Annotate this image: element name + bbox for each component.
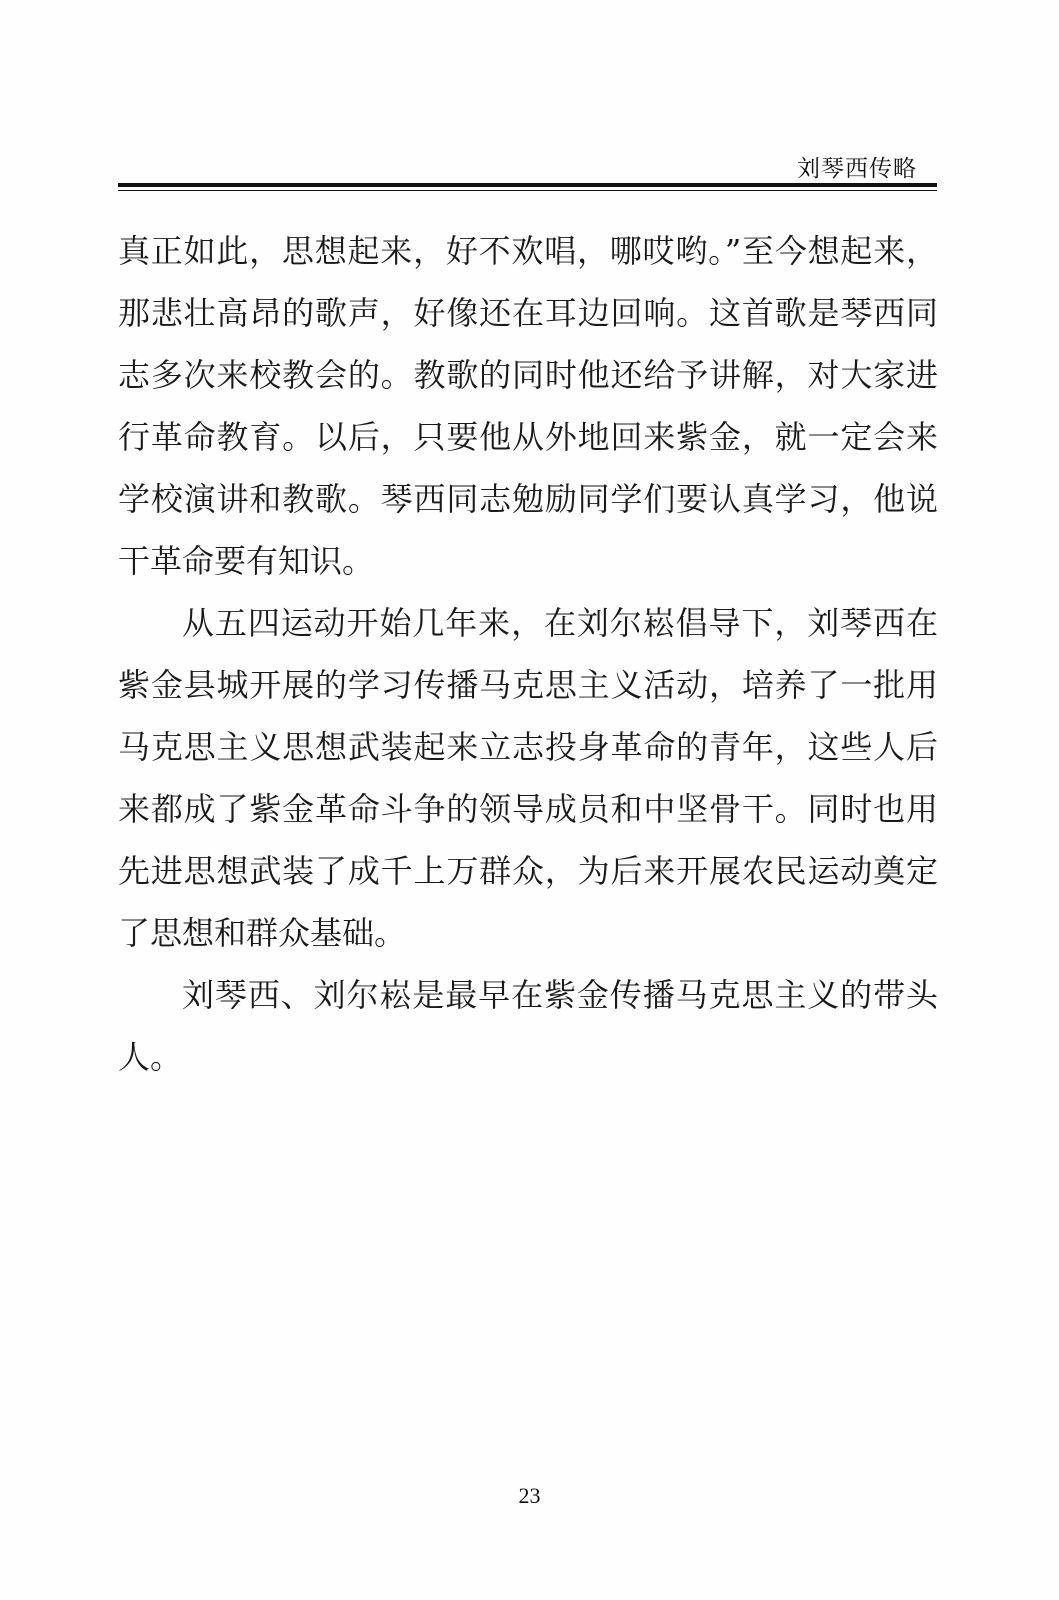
header-rule-thick — [118, 183, 937, 187]
header-rule-thin — [118, 190, 937, 191]
body-text — [118, 220, 938, 1088]
running-header: 刘琴西传略 — [797, 156, 917, 182]
paragraph-3: 刘琴西、刘尔崧是最早在紫金传播马克思主义的带头人。 — [118, 976, 938, 1076]
page-number: 23 — [518, 1483, 541, 1508]
paragraph-2: 从五四运动开始几年来，在刘尔崧倡导下，刘琴西在紫金县城开展的学习传播马克思主义活动，培养了一批用马克思主义思想武装起来立志投身革命的青年，这些人后来都成了紫金革命斗争的领导成员和中坚骨干。同时也用先进思想武装了成千上万群众，为后来开展农民运动奠定了思想和群众基础。 — [118, 604, 938, 952]
paragraph-1: 真正如此，思想起来，好不欢唱，哪哎哟。”至今想起来，那悲壮高昂的歌声，好像还在耳边回响。这首歌是琴西同志多次来校教会的。教歌的同时他还给予讲解，对大家进行革命教育。以后，只要他从外地回来紫金，就一定会来学校演讲和教歌。琴西同志勉励同学们要认真学习，他说干革命要有知识。 — [118, 232, 938, 580]
